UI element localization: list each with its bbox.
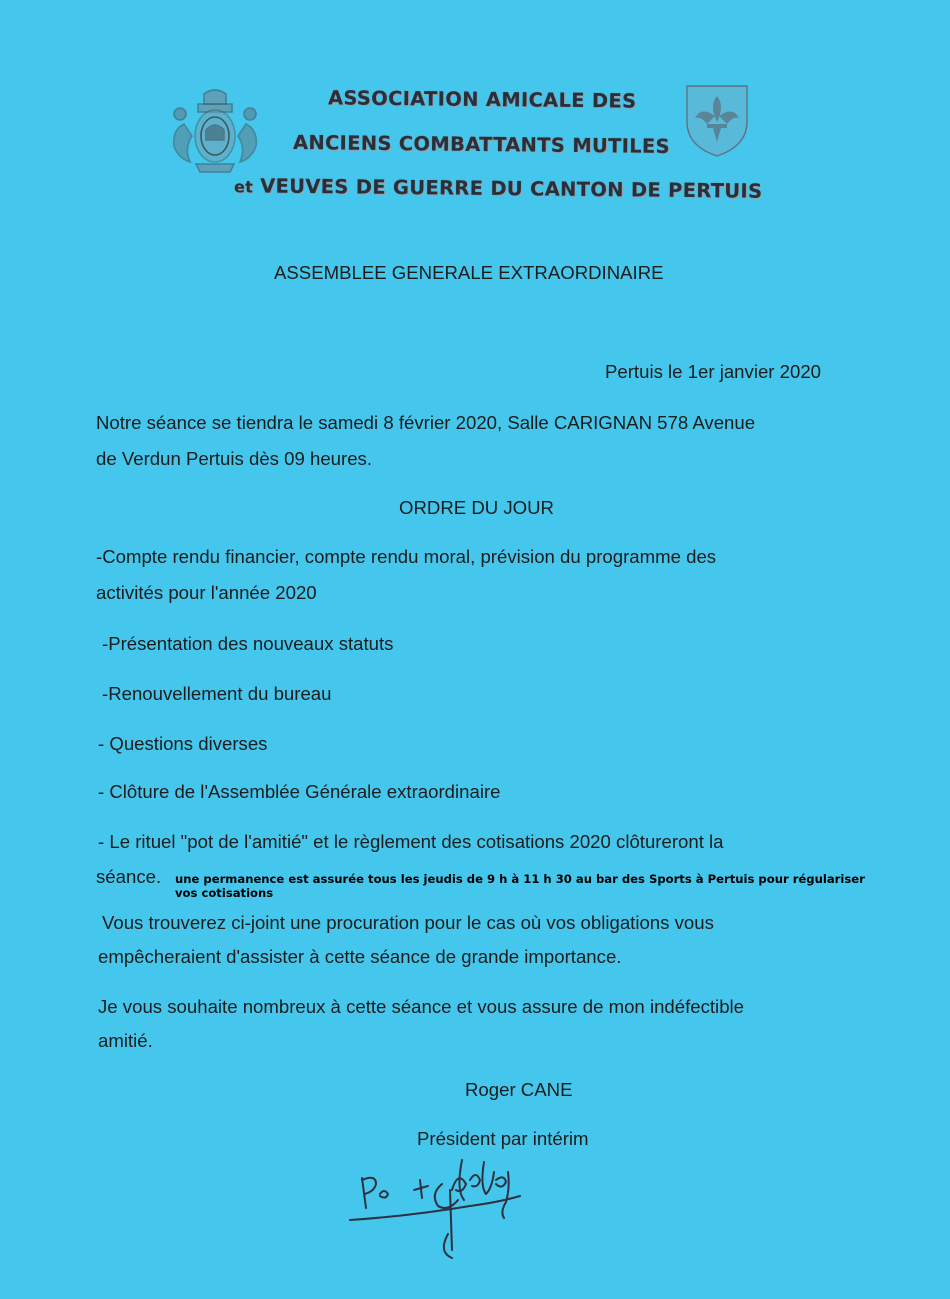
document-title: ASSEMBLEE GENERALE EXTRAORDINAIRE bbox=[274, 262, 664, 283]
header-line-1: ASSOCIATION AMICALE DES bbox=[327, 86, 637, 113]
intro-line-2: de Verdun Pertuis dès 09 heures. bbox=[96, 448, 372, 469]
header-line-3-prefix: et bbox=[233, 177, 254, 197]
permanence-note: une permanence est assurée tous les jeudis de 9 h à 11 h 30 au bar des Sports à Pertuis pour régulariser vos cotisations bbox=[175, 872, 865, 900]
agenda-heading: ORDRE DU JOUR bbox=[399, 497, 554, 518]
header-line-2: ANCIENS COMBATTANTS MUTILES bbox=[292, 131, 671, 158]
signatory-title: Président par intérim bbox=[417, 1128, 589, 1149]
proxy-line-2: empêcheraient d'assister à cette séance de grande importance. bbox=[98, 946, 622, 967]
agenda-item-1-line-1: -Compte rendu financier, compte rendu moral, prévision du programme des bbox=[96, 546, 717, 567]
proxy-line-1: Vous trouverez ci-joint une procuration pour le cas où vos obligations vous bbox=[102, 912, 714, 933]
agenda-item-1-line-2: activités pour l'année 2020 bbox=[96, 582, 317, 603]
agenda-item-3: -Renouvellement du bureau bbox=[102, 683, 332, 704]
closing-line-1: Je vous souhaite nombreux à cette séance et vous assure de mon indéfectible bbox=[98, 996, 745, 1017]
agenda-item-6-line-1: - Le rituel "pot de l'amitié" et le règlement des cotisations 2020 clôtureront la bbox=[98, 831, 724, 852]
intro-line-1: Notre séance se tiendra le samedi 8 février 2020, Salle CARIGNAN 578 Avenue bbox=[96, 412, 756, 433]
agenda-item-6-line-2: séance. bbox=[96, 866, 162, 887]
header-line-3-text: VEUVES DE GUERRE DU CANTON DE PERTUIS bbox=[260, 174, 763, 203]
agenda-item-4: - Questions diverses bbox=[98, 733, 268, 754]
handwritten-signature-icon bbox=[340, 1150, 560, 1270]
veterans-association-emblem-icon bbox=[166, 84, 264, 176]
agenda-item-2: -Présentation des nouveaux statuts bbox=[102, 633, 394, 654]
agenda-item-5: - Clôture de l'Assemblée Générale extraordinaire bbox=[98, 781, 501, 802]
header-line-3 bbox=[234, 174, 763, 203]
place-date: Pertuis le 1er janvier 2020 bbox=[605, 361, 822, 382]
closing-line-2: amitié. bbox=[98, 1030, 153, 1051]
fleur-de-lis-shield-icon bbox=[683, 82, 751, 158]
signatory-name: Roger CANE bbox=[465, 1079, 573, 1100]
